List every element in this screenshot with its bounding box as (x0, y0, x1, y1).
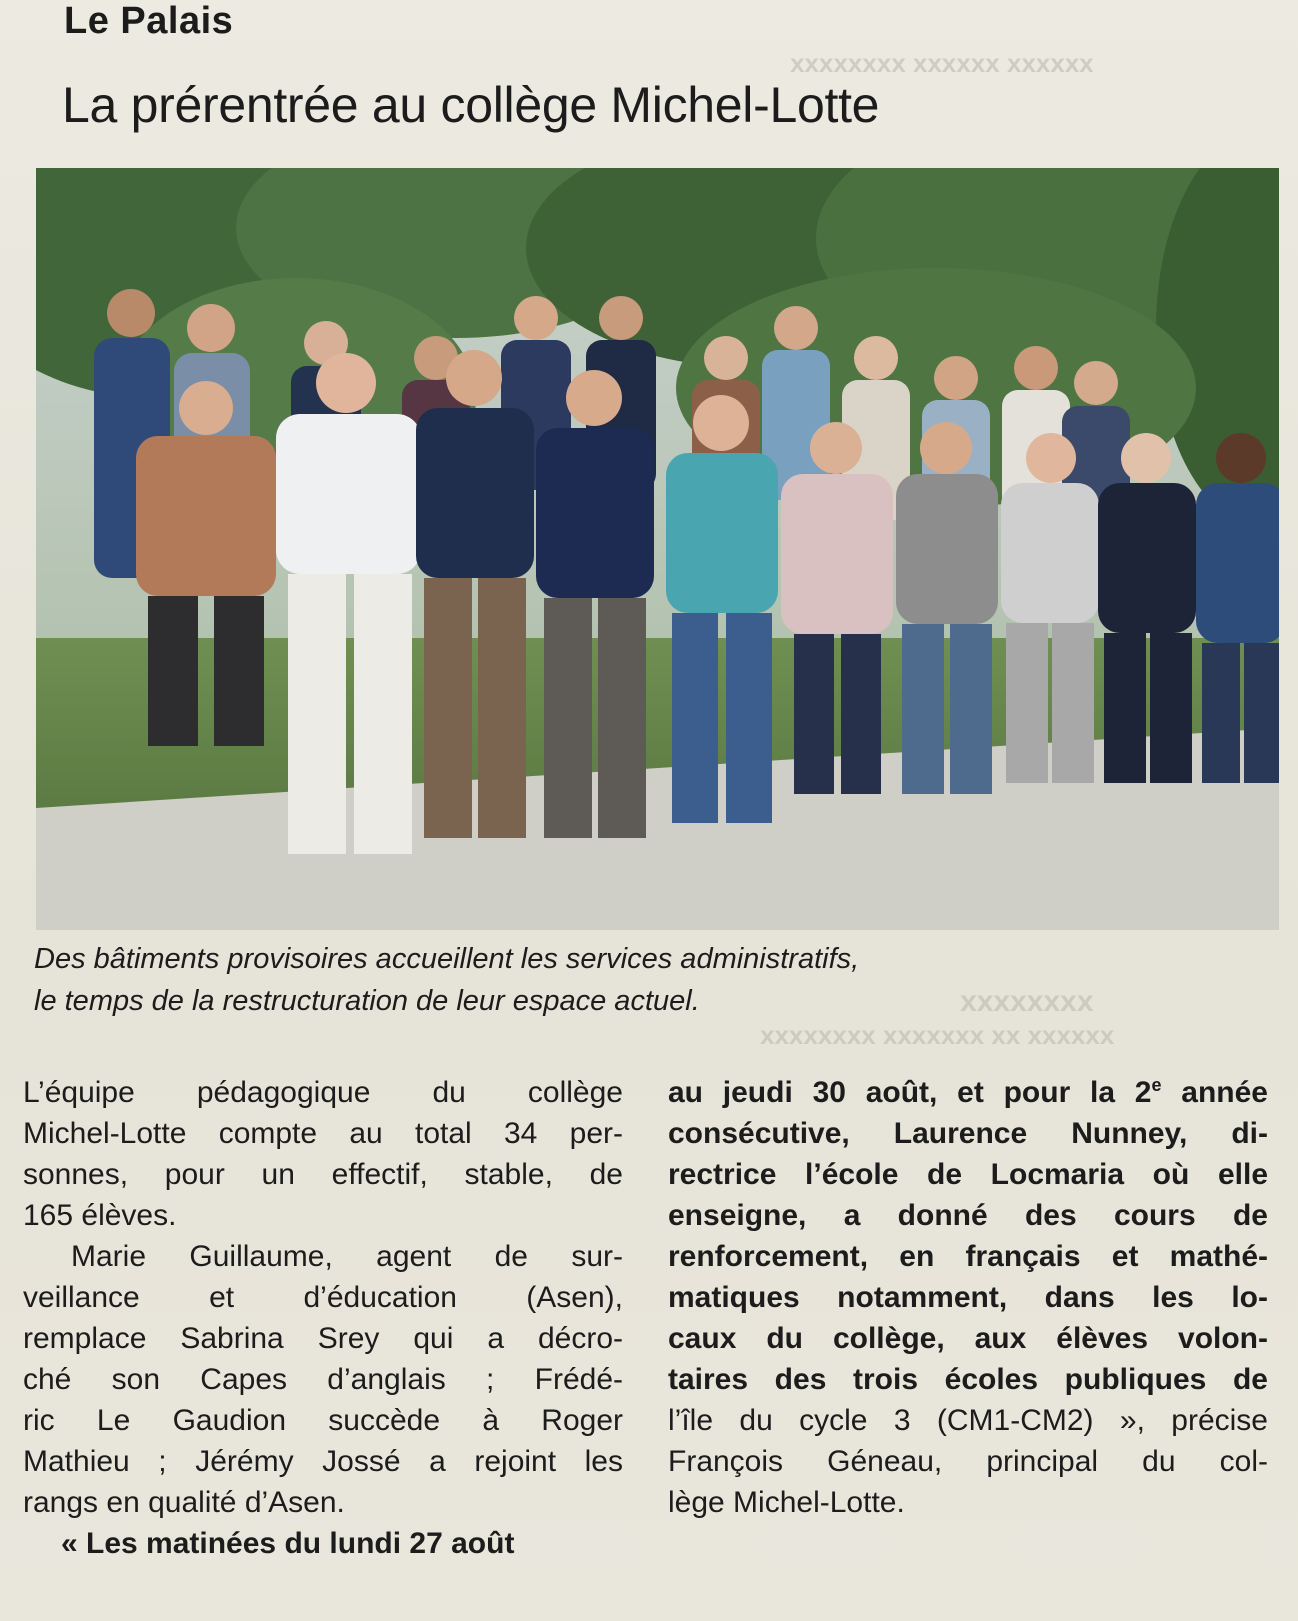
article-column-right (668, 1072, 1268, 1523)
article-line: remplace Sabrina Srey qui a décro- (23, 1322, 623, 1355)
article-line: lège Michel-Lotte. (668, 1486, 905, 1519)
article-line: taires des trois écoles publiques de (668, 1363, 1268, 1396)
caption-line: le temps de la restructuration de leur espace actuel. (34, 985, 700, 1017)
article-line: l’île du cycle 3 (CM1-CM2) », précise (668, 1404, 1268, 1437)
article-line-text: au jeudi 30 août, et pour la 2 (668, 1076, 1152, 1109)
bleed-through-text: xxxxxx xx xxxxxxx xxxxxxxx (760, 1020, 1115, 1050)
article-line: Marie Guillaume, agent de sur- (71, 1240, 623, 1273)
article-line: ric Le Gaudion succède à Roger (23, 1404, 623, 1437)
article-line: 165 élèves. (23, 1199, 177, 1232)
article-line: veillance et d’éducation (Asen), (23, 1281, 623, 1314)
photo-caption (34, 938, 1234, 1022)
article-line: enseigne, a donné des cours de (668, 1199, 1268, 1232)
article-line: L’équipe pédagogique du collège (23, 1076, 623, 1109)
article-line: matiques notamment, dans les lo- (668, 1281, 1268, 1314)
article-line: ché son Capes d’anglais ; Frédé- (23, 1363, 623, 1396)
article-line: Mathieu ; Jérémy Jossé a rejoint les (23, 1445, 623, 1478)
article-line: renforcement, en français et mathé- (668, 1240, 1268, 1273)
article-line: Michel-Lotte compte au total 34 per- (23, 1117, 623, 1150)
article-line: « Les matinées du lundi 27 août (61, 1527, 515, 1560)
ordinal-suffix: e (1151, 1075, 1162, 1095)
section-title: Le Palais (64, 0, 234, 42)
caption-line: Des bâtiments provisoires accueillent les services administratifs, (34, 943, 860, 975)
article-line (668, 1072, 1268, 1113)
group-photo (36, 168, 1279, 930)
article-line: rectrice l’école de Locmaria où elle (668, 1158, 1268, 1191)
article-line-text: année (1161, 1076, 1268, 1109)
headline: La prérentrée au collège Michel-Lotte (62, 77, 880, 133)
article-line: François Géneau, principal du col- (668, 1445, 1268, 1478)
bleed-through-text: xxxxxx xxxxxx xxxxxxxx (790, 48, 1094, 78)
article-line: sonnes, pour un effectif, stable, de (23, 1158, 623, 1191)
article-line: caux du collège, aux élèves volon- (668, 1322, 1268, 1355)
article-column-left (23, 1072, 623, 1564)
bleed-through-text: xxxxxxxx (960, 985, 1094, 1018)
article-line: consécutive, Laurence Nunney, di- (668, 1117, 1268, 1150)
article-line: rangs en qualité d’Asen. (23, 1486, 345, 1519)
group-photo-illustration (36, 168, 1279, 930)
